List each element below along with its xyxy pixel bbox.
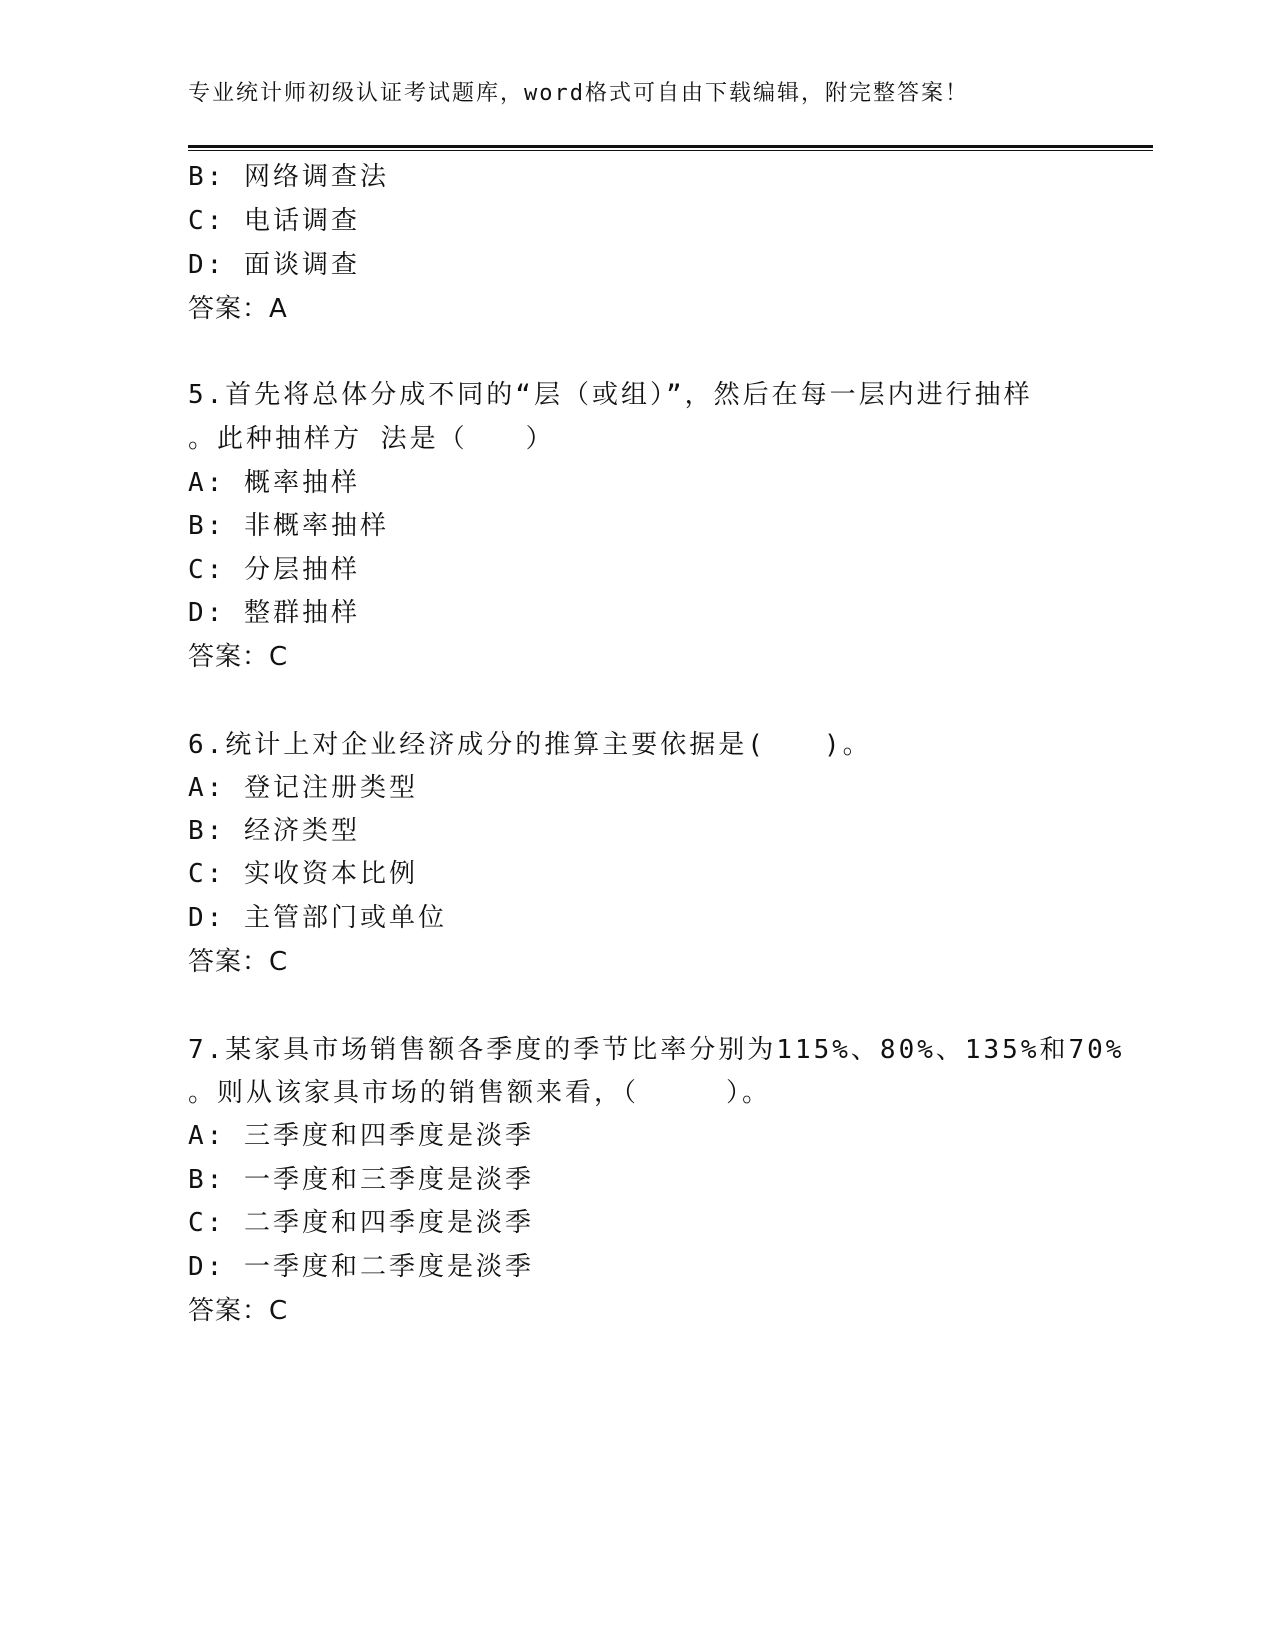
option-c: C: 实收资本比例 xyxy=(188,859,418,889)
answer: 答案：A xyxy=(188,294,288,324)
option-b: B: 经济类型 xyxy=(188,816,360,846)
option-d: D: 面谈调查 xyxy=(188,250,360,280)
header-rule-thin xyxy=(188,150,1153,151)
question-5: 5.首先将总体分成不同的“层（或组）”，然后在每一层内进行抽样 xyxy=(188,380,1033,410)
option-b: B: 网络调查法 xyxy=(188,162,389,192)
question-7-continued: 。则从该家具市场的销售额来看，（ ）。 xyxy=(188,1078,772,1108)
question-5-continued: 。此种抽样方 法是（ ） xyxy=(188,424,555,454)
option-b: B: 非概率抽样 xyxy=(188,511,389,541)
option-d: D: 整群抽样 xyxy=(188,598,360,628)
question-7: 7.某家具市场销售额各季度的季节比率分别为115%、80%、135%和70% xyxy=(188,1035,1125,1065)
option-c: C: 分层抽样 xyxy=(188,555,360,585)
answer: 答案：C xyxy=(188,947,289,977)
page-header: 专业统计师初级认证考试题库，word格式可自由下载编辑，附完整答案！ xyxy=(188,81,969,106)
option-c: C: 二季度和四季度是淡季 xyxy=(188,1208,534,1238)
answer: 答案：C xyxy=(188,642,289,672)
option-c: C: 电话调查 xyxy=(188,206,360,236)
option-d: D: 一季度和二季度是淡季 xyxy=(188,1252,534,1282)
option-a: A: 登记注册类型 xyxy=(188,773,418,803)
header-rule-thick xyxy=(188,145,1153,148)
option-a: A: 三季度和四季度是淡季 xyxy=(188,1121,534,1151)
option-b: B: 一季度和三季度是淡季 xyxy=(188,1165,534,1195)
question-6: 6.统计上对企业经济成分的推算主要依据是( )。 xyxy=(188,730,872,760)
answer: 答案：C xyxy=(188,1296,289,1326)
option-a: A: 概率抽样 xyxy=(188,468,360,498)
option-d: D: 主管部门或单位 xyxy=(188,903,447,933)
